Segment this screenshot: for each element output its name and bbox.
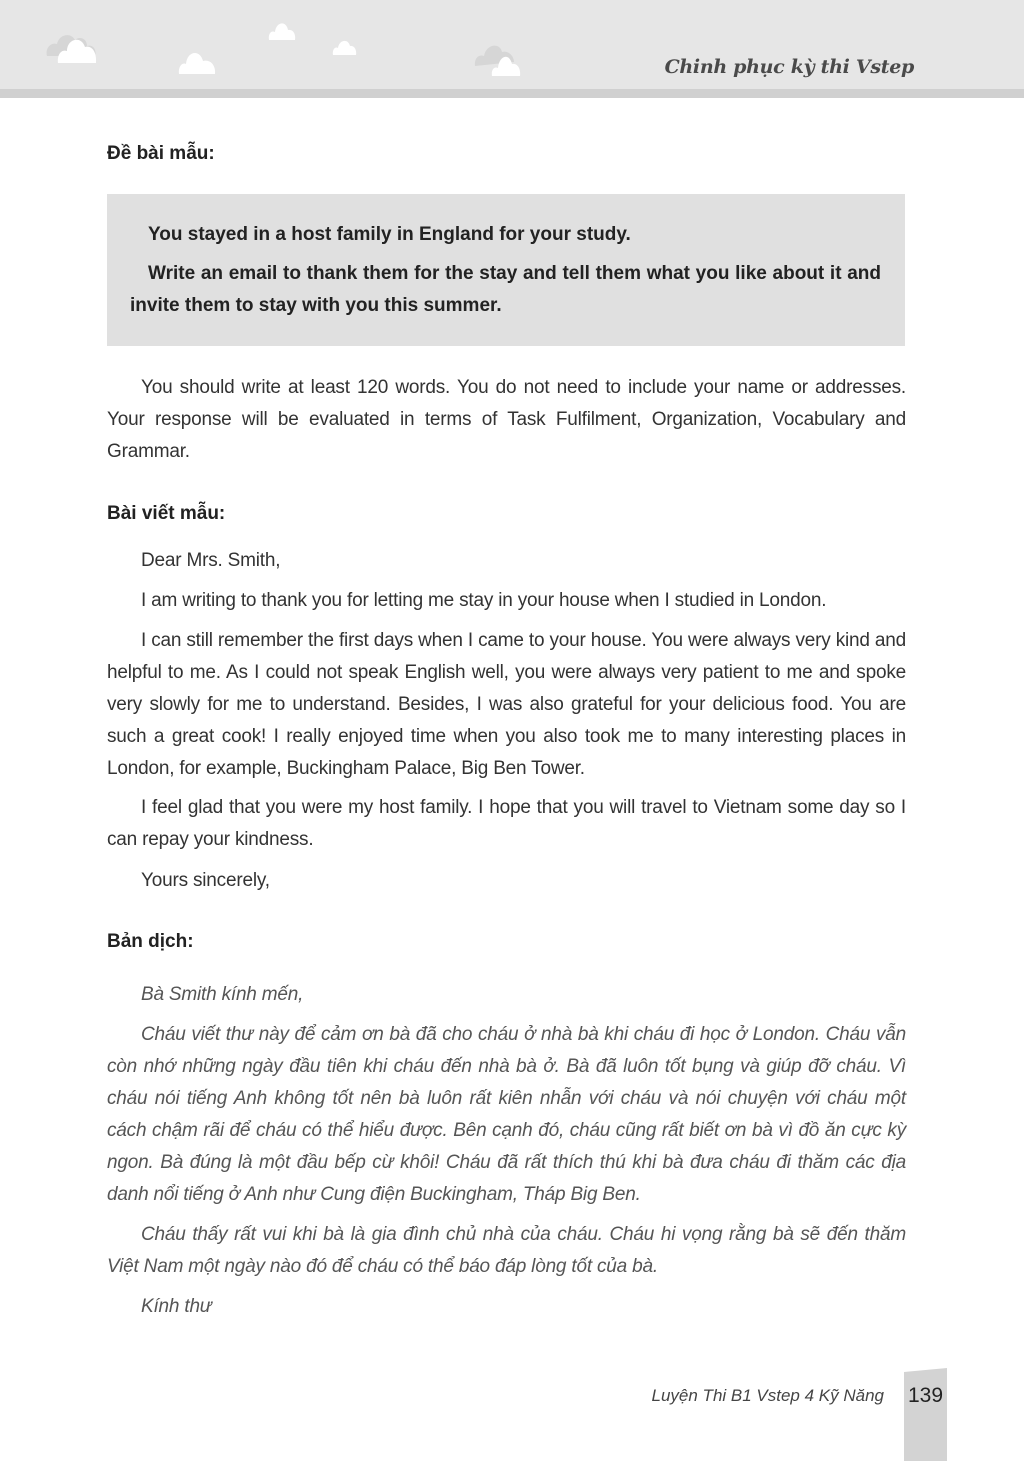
header-divider-stripe <box>0 89 1024 98</box>
task-heading: Đề bài mẫu: <box>107 143 215 164</box>
translation-paragraph: Cháu viết thư này để cảm ơn bà đã cho cháu ở nhà bà khi cháu đi học ở London. Cháu vẫn còn nhớ những ngày đầu tiên khi cháu đến nhà bà ở. Bà đã luôn tốt bụng và giúp đỡ cháu. Vì cháu nói tiếng Anh không tốt nên bà luôn rất kiên nhẫn với cháu và nói chuyện với cháu một cách chậm rãi để cháu có thể hiểu được. Bên cạnh đó, cháu cũng rất biết ơn bà vì đồ ăn cực kỳ ngon. Bà đúng là một đầu bếp cừ khôi! Cháu đã rất thích thú khi bà đưa cháu đi thăm các địa danh nổi tiếng ở Anh như Cung điện Buckingham, Tháp Big Ben. <box>107 1024 906 1205</box>
translation-paragraph: Kính thư <box>141 1296 212 1317</box>
prompt-line: You stayed in a host family in England for your study. <box>148 224 631 245</box>
sample-heading: Bài viết mẫu: <box>107 503 226 524</box>
sample-paragraph: I can still remember the first days when I came to your house. You were always very kind and helpful to me. As I could not speak English well, you were always very patient to me and spoke very slowly for me to understand. Besides, I was also grateful for your delicious food. You are such a great cook! I really enjoyed time when you also took me to many interesting places in London, for example, Buckingham Palace, Big Ben Tower. <box>107 630 906 779</box>
sample-paragraph: Dear Mrs. Smith, <box>141 550 281 571</box>
page-number: 139 <box>907 1384 944 1407</box>
task-instructions: You should write at least 120 words. You do not need to include your name or addresses. Your response will be evaluated in terms of Task Fulfilment, Organization, Vocabulary and Grammar. <box>107 377 906 462</box>
cloud-icon <box>491 50 521 76</box>
translation-paragraph: Bà Smith kính mến, <box>141 984 304 1005</box>
sample-paragraph: Yours sincerely, <box>141 870 270 891</box>
cloud-icon <box>332 38 357 55</box>
translation-paragraph: Cháu thấy rất vui khi bà là gia đình chủ nhà của cháu. Cháu hi vọng rằng bà sẽ đến thăm Việt Nam một ngày nào đó để cháu có thể báo đáp lòng tốt của bà. <box>107 1224 906 1277</box>
sample-paragraph: I feel glad that you were my host family. I hope that you will travel to Vietnam some day so I can repay your kindness. <box>107 797 906 850</box>
footer-book-title: Luyện Thi B1 Vstep 4 Kỹ Năng <box>651 1386 884 1405</box>
prompt-box <box>107 194 905 346</box>
translation-heading: Bản dịch: <box>107 931 194 952</box>
cloud-icon <box>268 20 296 40</box>
header-title: Chinh phục kỳ thi Vstep <box>664 56 914 78</box>
sample-paragraph: I am writing to thank you for letting me stay in your house when I studied in London. <box>141 590 827 611</box>
prompt-line: Write an email to thank them for the stay and tell them what you like about it and invite them to stay with you this summer. <box>130 263 881 316</box>
cloud-icon <box>57 33 97 63</box>
page-number-tab <box>904 1368 947 1461</box>
cloud-icon <box>178 47 216 74</box>
